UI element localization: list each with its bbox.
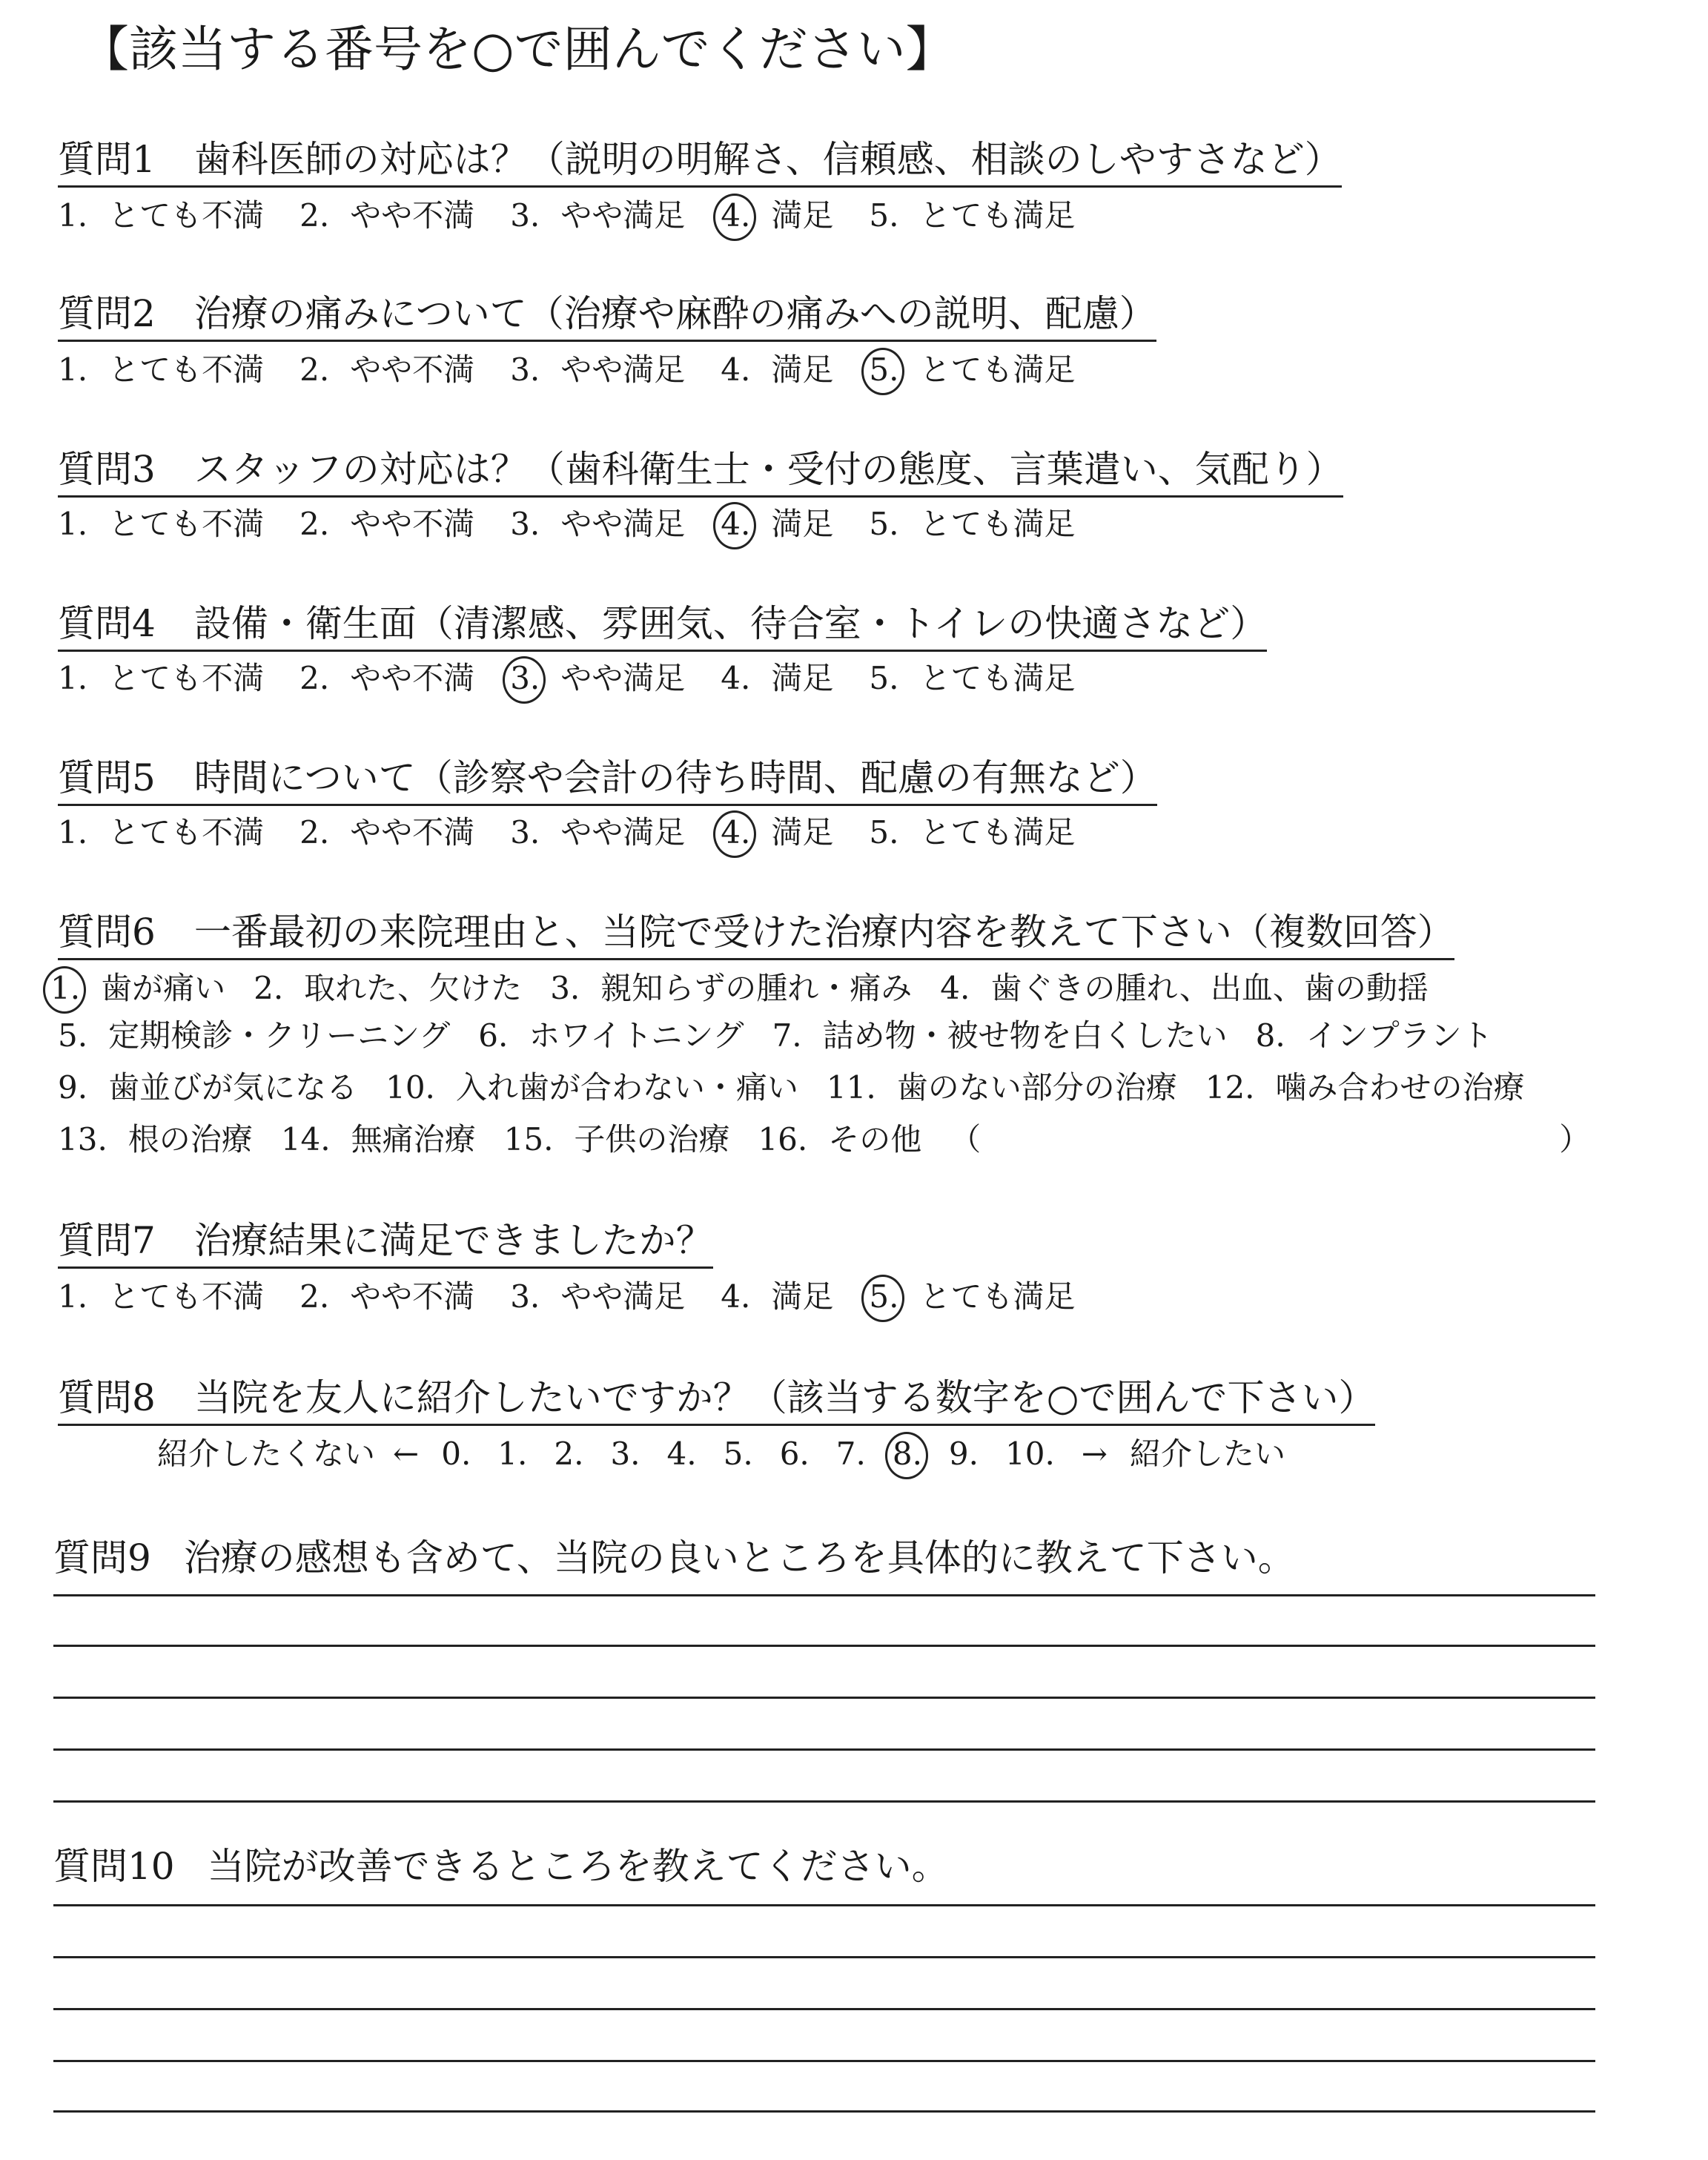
- scale-5[interactable]: 5.: [723, 1436, 753, 1472]
- left-arrow-icon: ←: [393, 1436, 420, 1472]
- option-1[interactable]: 1. とても不満: [58, 1278, 265, 1315]
- question-text: 当院を友人に紹介したいですか？（該当する数字を○で囲んで下さい）: [193, 1376, 1376, 1419]
- option-12[interactable]: 12. 噛み合わせの治療: [1205, 1069, 1525, 1106]
- question-number: 質問10: [53, 1845, 175, 1888]
- question-text: 治療の感想も含めて、当院の良いところを具体的に教えて下さい。: [183, 1536, 1295, 1579]
- question-6-row-1: [50, 970, 1457, 1006]
- question-2-title: [58, 292, 1156, 342]
- option-1[interactable]: 1. とても不満: [58, 351, 265, 388]
- option-3[interactable]: 3. やや満足: [510, 1278, 686, 1315]
- option-3[interactable]: 3. やや満足: [510, 506, 686, 542]
- option-3[interactable]: 3. やや満足: [510, 351, 686, 388]
- option-1[interactable]: 1. とても不満: [58, 660, 265, 696]
- question-6-row-3: [58, 1069, 1553, 1106]
- option-5[interactable]: 5. とても満足: [869, 660, 1076, 696]
- option-4-selected[interactable]: 4. 満足: [721, 506, 834, 542]
- option-13[interactable]: 13. 根の治療: [58, 1121, 253, 1157]
- question-6-title: [58, 911, 1454, 960]
- answer-line[interactable]: [53, 1645, 1595, 1647]
- question-text: 設備・衛生面（清潔感、雰囲気、待合室・トイレの快適さなど）: [193, 602, 1268, 645]
- option-1[interactable]: 1. とても不満: [58, 814, 265, 851]
- scale-6[interactable]: 6.: [779, 1436, 810, 1472]
- answer-line[interactable]: [53, 1594, 1595, 1596]
- question-9-title: [53, 1536, 1295, 1579]
- answer-line[interactable]: [53, 2060, 1595, 2062]
- answer-line[interactable]: [53, 2110, 1595, 2113]
- scale-4[interactable]: 4.: [666, 1436, 697, 1472]
- answer-line[interactable]: [53, 1904, 1595, 1906]
- option-7[interactable]: 7. 詰め物・被せ物を白くしたい: [772, 1017, 1228, 1054]
- option-2[interactable]: 2. 取れた、欠けた: [254, 970, 523, 1006]
- question-number: 質問3: [58, 448, 156, 491]
- answer-line[interactable]: [53, 1748, 1595, 1751]
- question-number: 質問7: [58, 1219, 156, 1262]
- scale-left-label: 紹介したくない: [157, 1436, 376, 1472]
- question-4-options: [58, 660, 1110, 696]
- option-5[interactable]: 5. とても満足: [869, 506, 1076, 542]
- question-number: 質問1: [58, 138, 156, 181]
- question-number: 質問9: [53, 1536, 151, 1579]
- question-number: 質問2: [58, 292, 156, 335]
- question-6-row-2: [58, 1017, 1521, 1054]
- option-4[interactable]: 4. 満足: [721, 660, 834, 696]
- option-2[interactable]: 2. やや不満: [299, 814, 475, 851]
- question-text: 一番最初の来院理由と、当院で受けた治療内容を教えて下さい（複数回答）: [193, 911, 1454, 954]
- scale-1[interactable]: 1.: [497, 1436, 528, 1472]
- option-2[interactable]: 2. やや不満: [299, 1278, 475, 1315]
- question-1-options: [58, 197, 1110, 234]
- question-number: 質問8: [58, 1376, 156, 1419]
- right-arrow-icon: →: [1081, 1436, 1108, 1472]
- question-text: 歯科医師の対応は？（説明の明解さ、信頼感、相談のしやすさなど）: [193, 138, 1342, 181]
- question-1-title: [58, 138, 1342, 188]
- option-5-selected[interactable]: 5. とても満足: [869, 1278, 1076, 1315]
- scale-7[interactable]: 7.: [835, 1436, 866, 1472]
- option-3[interactable]: 3. やや満足: [510, 814, 686, 851]
- option-1[interactable]: 1. とても不満: [58, 506, 265, 542]
- question-3-options: [58, 506, 1110, 542]
- question-text: 治療の痛みについて（治療や麻酔の痛みへの説明、配慮）: [193, 292, 1156, 335]
- option-5[interactable]: 5. とても満足: [869, 814, 1076, 851]
- answer-line[interactable]: [53, 2008, 1595, 2010]
- option-4[interactable]: 4. 満足: [721, 1278, 834, 1315]
- option-1[interactable]: 1. とても不満: [58, 197, 265, 234]
- option-10[interactable]: 10. 入れ歯が合わない・痛い: [385, 1069, 798, 1106]
- option-5[interactable]: 5. 定期検診・クリーニング: [58, 1017, 451, 1054]
- question-number: 質問4: [58, 602, 156, 645]
- option-3[interactable]: 3. やや満足: [510, 197, 686, 234]
- question-2-options: [58, 351, 1110, 388]
- answer-line[interactable]: [53, 1697, 1595, 1699]
- option-1-selected[interactable]: 1. 歯が痛い: [50, 970, 226, 1006]
- option-4-selected[interactable]: 4. 満足: [721, 814, 834, 851]
- option-5-selected[interactable]: 5. とても満足: [869, 351, 1076, 388]
- option-14[interactable]: 14. 無痛治療: [280, 1121, 476, 1157]
- question-5-title: [58, 756, 1157, 806]
- question-text: 当院が改善できるところを教えてください。: [207, 1845, 949, 1888]
- page-title: 【該当する番号を○で囲んでください】: [80, 21, 955, 78]
- question-number: 質問6: [58, 911, 156, 954]
- question-text: スタッフの対応は？（歯科衛生士・受付の態度、言葉遣い、気配り）: [193, 448, 1343, 491]
- scale-right-label: 紹介したい: [1130, 1436, 1286, 1472]
- scale-3[interactable]: 3.: [610, 1436, 640, 1472]
- question-4-title: [58, 602, 1268, 652]
- option-2[interactable]: 2. やや不満: [299, 506, 475, 542]
- option-5[interactable]: 5. とても満足: [869, 197, 1076, 234]
- option-9[interactable]: 9. 歯並びが気になる: [58, 1069, 358, 1106]
- scale-2[interactable]: 2.: [554, 1436, 584, 1472]
- answer-line[interactable]: [53, 1956, 1595, 1958]
- answer-line[interactable]: [53, 1800, 1595, 1803]
- option-8[interactable]: 8. インプラント: [1255, 1017, 1493, 1054]
- question-7-options: [58, 1278, 1110, 1315]
- question-8-scale: [157, 1436, 1286, 1472]
- question-8-title: [58, 1376, 1376, 1426]
- option-3[interactable]: 3. 親知らずの腫れ・痛み: [550, 970, 913, 1006]
- question-10-title: [53, 1845, 949, 1888]
- scale-0[interactable]: 0.: [441, 1436, 471, 1472]
- question-number: 質問5: [58, 756, 156, 799]
- option-4[interactable]: 4. 満足: [721, 351, 834, 388]
- question-text: 時間について（診察や会計の待ち時間、配慮の有無など）: [193, 756, 1157, 799]
- option-15[interactable]: 15. 子供の治療: [503, 1121, 730, 1157]
- option-16[interactable]: 16. その他: [758, 1121, 922, 1157]
- other-specify-field[interactable]: （ ）: [950, 1121, 1591, 1157]
- option-4[interactable]: 4. 歯ぐきの腫れ、出血、歯の動揺: [940, 970, 1429, 1006]
- scale-10[interactable]: 10.: [1005, 1436, 1055, 1472]
- question-text: 治療結果に満足できましたか？: [193, 1219, 713, 1262]
- question-3-title: [58, 448, 1343, 498]
- option-6[interactable]: 6. ホワイトニング: [478, 1017, 744, 1054]
- option-11[interactable]: 11. 歯のない部分の治療: [826, 1069, 1177, 1106]
- scale-9[interactable]: 9.: [948, 1436, 979, 1472]
- option-2[interactable]: 2. やや不満: [299, 660, 475, 696]
- option-2[interactable]: 2. やや不満: [299, 351, 475, 388]
- scale-8-selected[interactable]: 8.: [892, 1436, 922, 1472]
- question-5-options: [58, 814, 1110, 851]
- option-4-selected[interactable]: 4. 満足: [721, 197, 834, 234]
- question-7-title: [58, 1219, 713, 1269]
- question-6-row-4: [58, 1121, 1591, 1157]
- option-2[interactable]: 2. やや不満: [299, 197, 475, 234]
- option-3-selected[interactable]: 3. やや満足: [510, 660, 686, 696]
